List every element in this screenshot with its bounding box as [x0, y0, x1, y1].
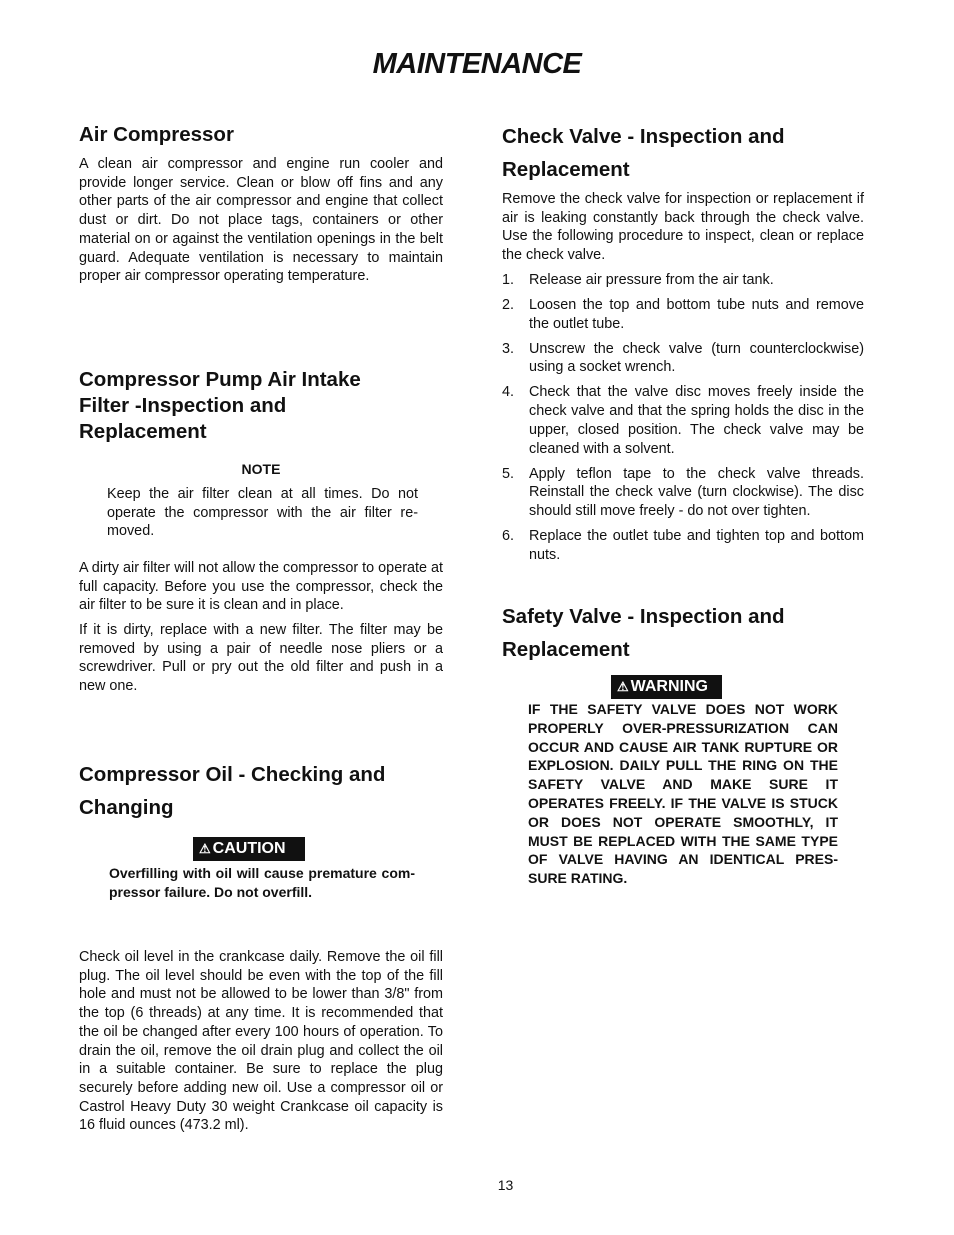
check-valve-heading-line1: Check Valve - Inspection and [502, 125, 785, 148]
caution-text: Overfilling with oil will cause premature com-pressor failure. Do not overfill. [109, 865, 415, 900]
intake-filter-para2: If it is dirty, replace with a new filter. The filter may be removed by using a pair of needle nose pliers or a screwdriver. Pull or pry out the old filter and push in a new one. [79, 622, 443, 695]
warning-triangle-icon: ⚠ [199, 841, 211, 856]
list-item [502, 340, 864, 377]
air-compressor-body: A clean air compressor and engine run cooler and provide longer service. Clean or blow off fins and any other parts of the air compressor and engine that collect dust or dirt. Do not place tags, containers or other material on or against the ventilation openings in the belt guard. Adequate ventilation is necessary to maintain proper air compressor operating temperature. [79, 156, 443, 285]
warning-text: IF THE SAFETY VALVE DOES NOT WORK PROPERLY OVER-PRESSURIZATION CAN OCCUR AND CAUSE AIR TANK RUPTURE OR EXPLOSION. DAILY PULL THE RING ON THE SAFETY VALVE AND MAKE SURE IT OPERATES FREELY. IF THE VALVE IS STUCK OR DOES NOT OPERATE SMOOTHLY, IT MUST BE REPLACED WITH THE SAME TYPE OF VALVE HAVING AN IDENTICAL PRES-SURE RATING. [528, 701, 838, 887]
note-body: Keep the air filter clean at all times. Do not operate the compressor with the air filter re-moved. [107, 486, 418, 540]
check-valve-heading-line2: Replacement [502, 158, 630, 181]
step-number: 2. [502, 297, 515, 313]
step-number: 1. [502, 272, 515, 288]
list-item [502, 296, 864, 333]
air-compressor-heading: Air Compressor [79, 123, 234, 146]
intake-filter-heading-line3: Replacement [79, 420, 207, 443]
step-number: 4. [502, 384, 515, 401]
compressor-oil-body: Check oil level in the crankcase daily. Remove the oil fill plug. The oil level should be even with the top of the fill hole and must not be allowed to be lower than 3/8" from the top (6 threads) at any time. It is recommended that the oil be changed after every 100 hours of operation. To drain the oil, remove the oil drain plug and collect the oil in a suitable container. Be sure to replace the plug securely before adding new oil. Use a compressor oil or Castrol Heavy Duty 30 weight Crankcase oil capacity is 16 fluid ounces (473.2 ml). [79, 949, 443, 1134]
step-text: Replace the outlet tube and tighten top and bottom nuts. [529, 527, 864, 563]
step-text: Check that the valve disc moves freely inside the check valve and that the spring holds the disc in the upper, closed position. The check valve may be cleaned with a solvent. [529, 384, 864, 457]
intake-filter-heading [79, 367, 443, 445]
intake-filter-heading-line1: Compressor Pump Air Intake [79, 368, 361, 391]
warning-badge [611, 675, 722, 699]
list-item [502, 527, 864, 564]
step-text: Loosen the top and bottom tube nuts and remove the outlet tube. [529, 297, 864, 332]
check-valve-steps [502, 271, 864, 571]
page-title: MAINTENANCE [372, 48, 582, 80]
step-number: 6. [502, 527, 515, 544]
caution-label: CAUTION [212, 840, 286, 857]
check-valve-heading [502, 120, 864, 186]
list-item [502, 271, 864, 290]
page-number: 13 [497, 1177, 514, 1193]
check-valve-intro: Remove the check valve for inspection or replacement if air is leaking constantly back through the check valve. Use the following procedure to inspect, clean or replace the check valve. [502, 191, 864, 264]
intake-filter-para1: A dirty air filter will not allow the compressor to operate at full capacity. Before you use the compressor, check the air filter to be sure it is clean and in place. [79, 560, 443, 614]
intake-filter-heading-line2: Filter -Inspection and [79, 394, 287, 417]
step-text: Apply teflon tape to the check valve threads. Reinstall the check valve (turn clockwise). The disc should still move freely - do not over tighten. [529, 465, 864, 519]
step-number: 3. [502, 340, 515, 357]
caution-badge [193, 837, 305, 861]
step-text: Release air pressure from the air tank. [529, 272, 774, 288]
step-number: 5. [502, 465, 515, 482]
safety-valve-heading-line2: Replacement [502, 638, 630, 661]
compressor-oil-heading [79, 758, 443, 824]
compressor-oil-heading-line2: Changing [79, 796, 174, 819]
safety-valve-heading-line1: Safety Valve - Inspection and [502, 605, 785, 628]
step-text: Unscrew the check valve (turn counterclockwise) using a socket wrench. [529, 340, 864, 376]
safety-valve-heading [502, 600, 864, 666]
compressor-oil-heading-line1: Compressor Oil - Checking and [79, 763, 386, 786]
list-item [502, 383, 864, 458]
list-item [502, 465, 864, 521]
note-label: NOTE [241, 461, 281, 477]
warning-triangle-icon: ⚠ [617, 679, 629, 694]
warning-label: WARNING [630, 678, 708, 695]
